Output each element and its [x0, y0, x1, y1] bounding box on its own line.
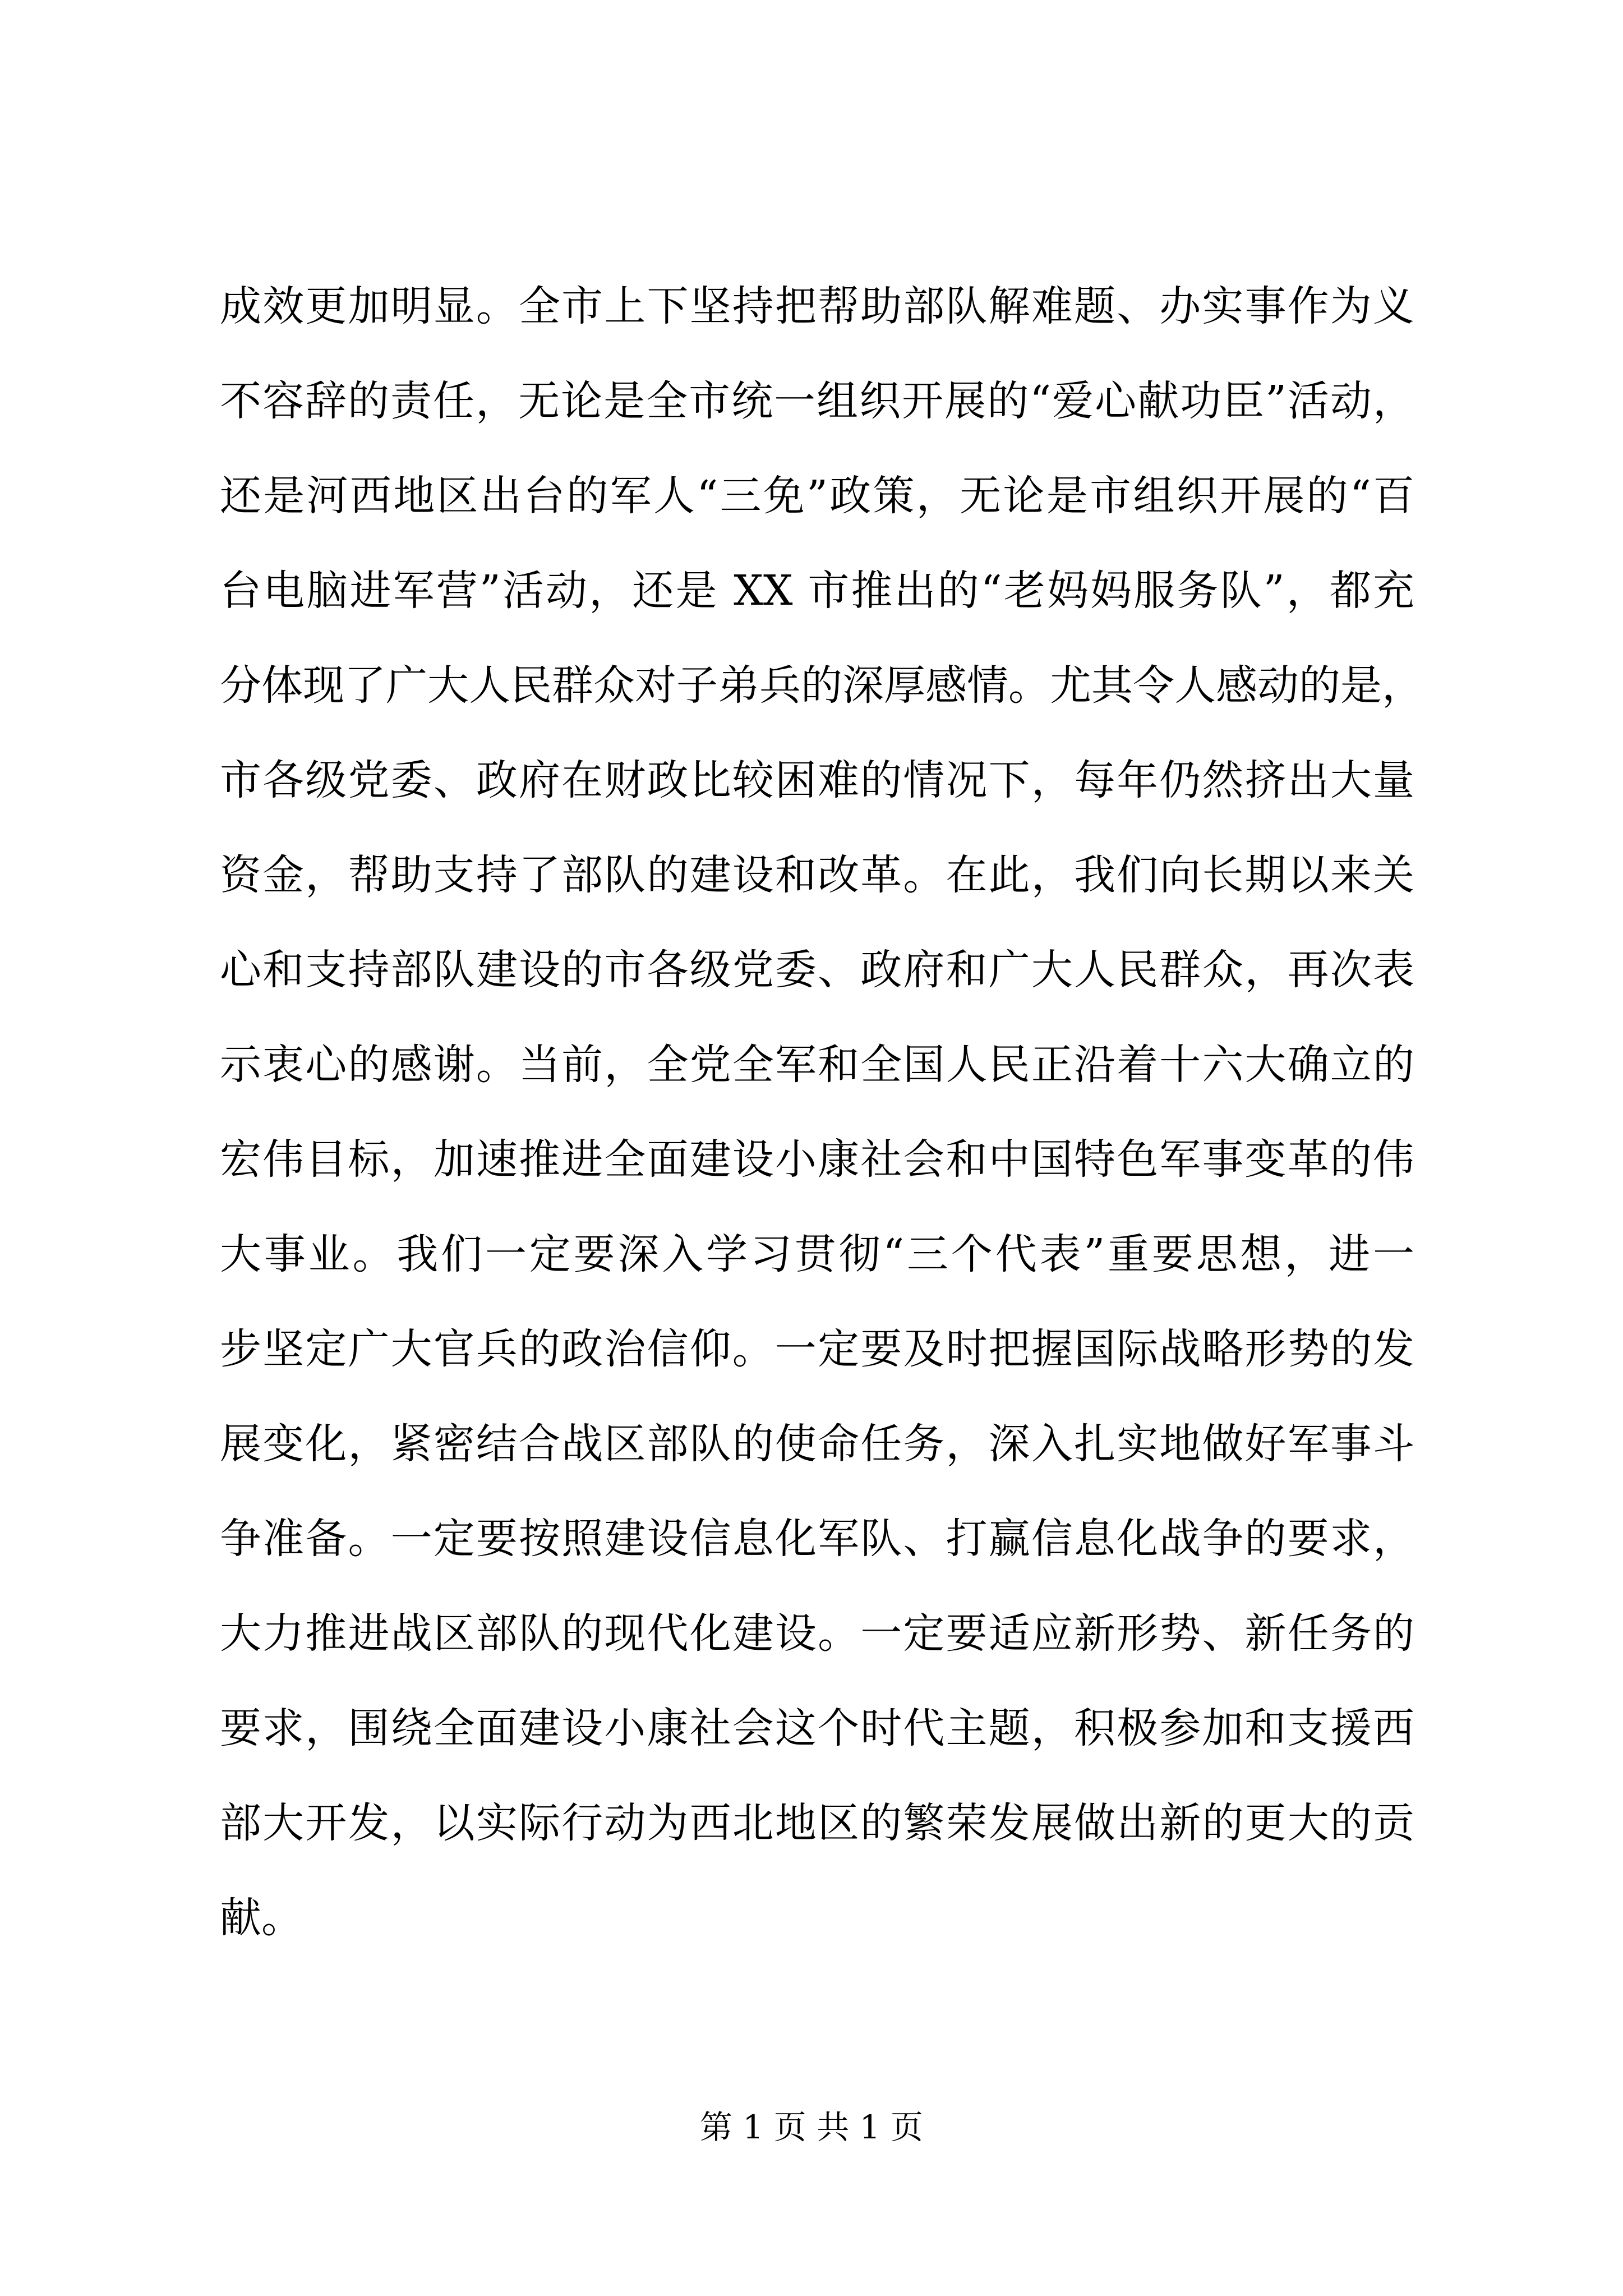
text-line: 争准备。一定要按照建设信息化军队、打赢信息化战争的要求，: [220, 1515, 1414, 1563]
text-line: 要求，围绕全面建设小康社会这个时代主题，积极参加和支援西: [220, 1704, 1414, 1752]
text-line: 步坚定广大官兵的政治信仰。一定要及时把握国际战略形势的发: [220, 1325, 1414, 1373]
text-line: 展变化，紧密结合战区部队的使命任务，深入扎实地做好军事斗: [220, 1420, 1414, 1468]
text-line: 心和支持部队建设的市各级党委、政府和广大人民群众，再次表: [220, 946, 1414, 994]
text-line: 资金，帮助支持了部队的建设和改革。在此，我们向长期以来关: [220, 851, 1414, 899]
text-line: 宏伟目标，加速推进全面建设小康社会和中国特色军事变革的伟: [220, 1135, 1414, 1184]
body-paragraph: [220, 259, 1423, 1966]
text-line: 示衷心的感谢。当前，全党全军和全国人民正沿着十六大确立的: [220, 1041, 1414, 1089]
text-line: 分体现了广大人民群众对子弟兵的深厚感情。尤其令人感动的是，: [220, 661, 1423, 710]
page-number-label: 第 1 页 共 1 页: [700, 2108, 923, 2146]
page-footer: [0, 2105, 1623, 2150]
text-line: 大事业。我们一定要深入学习贯彻“三个代表”重要思想，进一: [220, 1230, 1414, 1278]
text-line: 献。: [220, 1894, 303, 1942]
text-line: 台电脑进军营”活动，还是 XX 市推出的“老妈妈服务队”，都充: [220, 567, 1414, 615]
text-line: 还是河西地区出台的军人“三免”政策，无论是市组织开展的“百: [220, 472, 1414, 520]
text-line: 不容辞的责任，无论是全市统一组织开展的“爱心献功臣”活动，: [220, 377, 1414, 425]
text-line: 成效更加明显。全市上下坚持把帮助部队解难题、办实事作为义: [220, 282, 1414, 330]
text-line: 部大开发，以实际行动为西北地区的繁荣发展做出新的更大的贡: [220, 1799, 1414, 1847]
text-line: 市各级党委、政府在财政比较困难的情况下，每年仍然挤出大量: [220, 756, 1414, 804]
text-line: 大力推进战区部队的现代化建设。一定要适应新形势、新任务的: [220, 1609, 1414, 1658]
